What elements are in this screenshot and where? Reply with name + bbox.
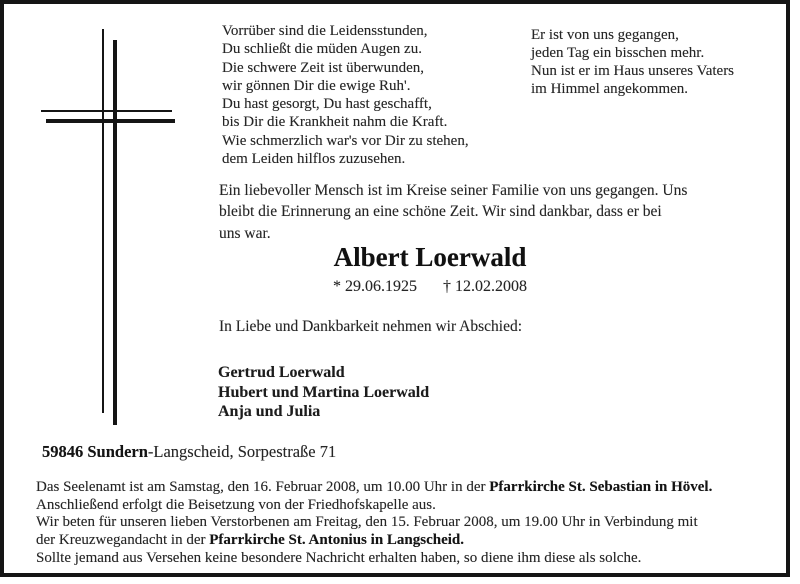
tribute-line: bleibt die Erinnerung an eine schöne Zeit. Wir sind dankbar, dass er bei	[219, 203, 662, 221]
verse-line: Er ist von uns gegangen,	[531, 27, 679, 43]
verse-line: bis Dir die Krankheit nahm die Kraft.	[222, 114, 448, 131]
mourners-list	[218, 363, 429, 422]
birth-star-symbol: *	[333, 278, 341, 295]
mourner-line: Gertrud Loerwald	[218, 364, 345, 381]
kreuzweg-church-bold: Pfarrkirche St. Antonius in Langscheid.	[209, 532, 465, 549]
tribute-paragraph	[219, 180, 687, 244]
birth-date-value: 29.06.1925	[345, 278, 417, 295]
verse-line: Du hast gesorgt, Du hast geschafft,	[222, 96, 432, 113]
kreuzweg-text: der Kreuzwegandacht in der	[36, 532, 210, 549]
verse-line: Du schließt die müden Augen zu.	[222, 41, 422, 58]
mourner-line: Hubert und Martina Loerwald	[218, 383, 430, 401]
address-city-bold: 59846 Sundern	[42, 442, 148, 461]
beisetzung-line: Anschließend erfolgt die Beisetzung von der Friedhofskapelle aus.	[36, 496, 436, 513]
verse-line: dem Leiden hilflos zuzusehen.	[222, 151, 406, 168]
condolence-verse-right	[531, 26, 734, 98]
hinweis-line: Sollte jemand aus Versehen keine besondere Nachricht erhalten haben, so diene ihm diese als solche.	[36, 549, 642, 566]
cross-horizontal-thick-line	[46, 119, 175, 123]
condolence-verse-left	[222, 22, 469, 168]
seelenamt-church-bold: Pfarrkirche St. Sebastian in Hövel.	[489, 479, 713, 495]
deceased-name: Albert Loerwald	[333, 242, 527, 272]
death-cross-symbol: †	[443, 278, 451, 295]
gebet-line: Wir beten für unseren lieben Verstorbenen am Freitag, den 15. Februar 2008, um 19.00 Uhr in Verbindung mit	[36, 514, 698, 531]
verse-line: im Himmel angekommen.	[531, 81, 689, 97]
cross-vertical-thick-line	[113, 40, 117, 425]
mourner-line: Anja und Julia	[218, 403, 321, 421]
tribute-line: Ein liebevoller Mensch ist im Kreise seiner Familie von uns gegangen. Uns	[219, 182, 688, 199]
verse-line: Wie schmerzlich war's vor Dir zu stehen,	[222, 132, 469, 149]
cross-horizontal-thin-line	[41, 110, 172, 112]
death-date	[443, 278, 527, 296]
address-line	[42, 442, 336, 462]
address-rest: -Langscheid, Sorpestraße 71	[147, 442, 337, 461]
birth-date	[333, 278, 417, 296]
farewell-intro: In Liebe und Dankbarkeit nehmen wir Abschied:	[219, 318, 523, 335]
verse-line: Vorrüber sind die Leidensstunden,	[222, 23, 428, 39]
death-date-value: 12.02.2008	[455, 278, 527, 295]
kreuzweg-line	[36, 532, 712, 550]
verse-line: wir gönnen Dir die ewige Ruh'.	[222, 77, 411, 94]
seelenamt-line	[36, 479, 712, 497]
life-dates	[220, 278, 640, 296]
verse-line: jeden Tag ein bisschen mehr.	[531, 45, 705, 61]
tribute-line: uns war.	[219, 224, 271, 242]
funeral-details	[36, 479, 712, 568]
verse-line: Nun ist er im Haus unseres Vaters	[531, 63, 735, 79]
verse-line: Die schwere Zeit ist überwunden,	[222, 59, 425, 76]
seelenamt-text: Das Seelenamt ist am Samstag, den 16. Februar 2008, um 10.00 Uhr in der	[36, 479, 490, 495]
cross-vertical-thin-line	[102, 29, 104, 413]
